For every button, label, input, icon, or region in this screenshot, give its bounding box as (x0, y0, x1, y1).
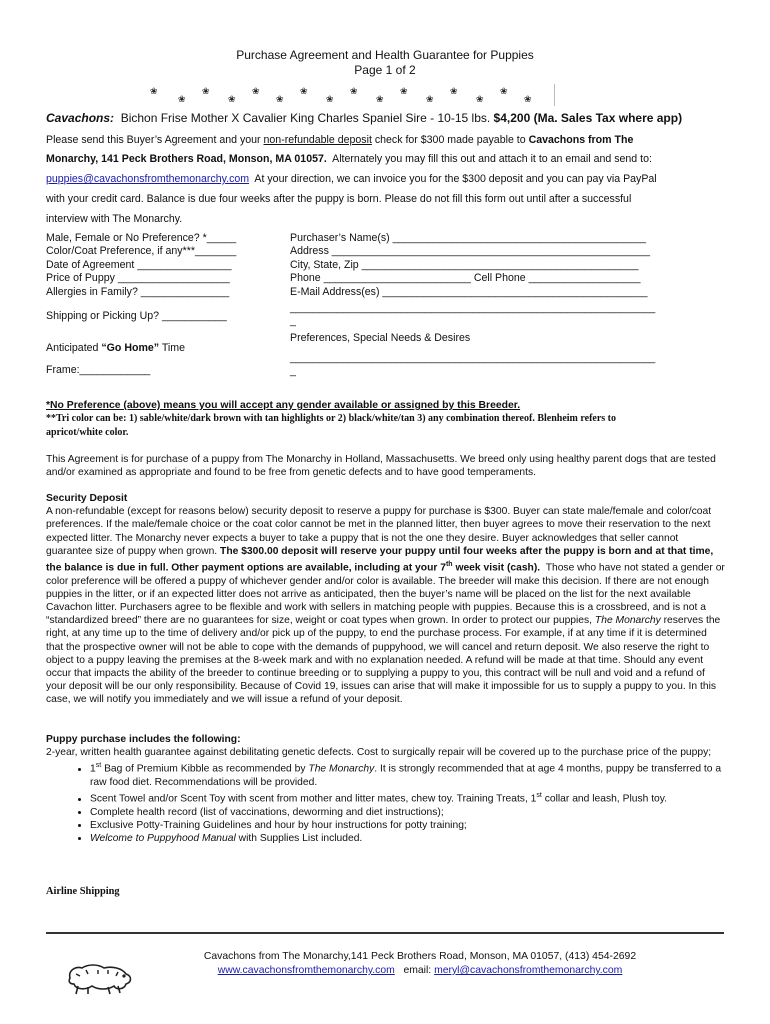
intro-text: Please send this Buyer’s Agreement and your (46, 134, 261, 146)
allergies-field[interactable]: Allergies in Family? _______________ (46, 285, 230, 298)
go-home-label: “Go Home” (101, 342, 160, 354)
time-frame-field[interactable]: Frame:____________ (46, 364, 151, 376)
email-address-field[interactable]: E-Mail Address(es) _____________________________________________ (290, 285, 648, 298)
superscript: th (445, 561, 453, 569)
gender-preference-field[interactable]: Male, Female or No Preference? *_____ (46, 232, 237, 244)
item-text: 1 (90, 763, 96, 775)
footer-divider (46, 932, 724, 934)
superscript: st (95, 762, 102, 770)
includes-heading: Puppy purchase includes the following: (46, 734, 241, 745)
mailing-address: Monarchy, 141 Peck Brothers Road, Monson, MA 01057. (46, 153, 327, 165)
monarchy-italic: The Monarchy (308, 763, 375, 775)
blank-line-1[interactable] (290, 302, 730, 329)
paw-icon: ❀ (376, 94, 384, 104)
security-deposit-section (46, 492, 726, 707)
item-text: collar and leash, Plush toy. (544, 793, 668, 805)
deposit-text: Those who have not stated a gender or color preference will be offered a puppy of whichever gender and/or color is available. The breeder will make this decision. If there are not enough puppies in the litter, or if an expected litter does not arrive as anticipated, then the buyer’s name will be placed on the list for the next available Cavachon litter. Purchasers agree to be flexible and work with sellers in matching people with puppies. Because this is a crossbreed, and is not a “standardized breed” there are no guarantees for size, weight or coat types when grown. In order to protect our puppies, (46, 562, 725, 627)
security-deposit-heading: Security Deposit (46, 493, 128, 504)
nonrefundable-deposit-text: non-refundable deposit (263, 134, 372, 146)
health-guarantee-text: 2-year, written health guarantee against debilitating genetic defects. Cost to surgically repair will be covered up to the purchase price of the puppy; (46, 747, 712, 759)
item-text: Scent Towel and/or Scent Toy with scent from mother and litter mates, chew toy. Training Treats, 1 (90, 793, 537, 805)
brand-label: Cavachons: (46, 111, 115, 125)
form-left-column (46, 232, 236, 299)
blank-rule: ______________________________________________________________ (290, 352, 656, 364)
shipping-field[interactable]: Shipping or Picking Up? ___________ (46, 310, 227, 322)
email-label: email: (403, 965, 432, 976)
address-field[interactable]: Address ______________________________________________________ (290, 245, 650, 258)
page-number: Page 1 of 2 (354, 63, 416, 77)
go-home-field[interactable] (46, 342, 185, 355)
blank-rule: _ (290, 365, 296, 378)
date-of-agreement-field[interactable]: Date of Agreement ________________ (46, 258, 232, 271)
paw-print-divider (140, 84, 560, 108)
paw-icon: ❀ (350, 86, 358, 96)
puppy-includes-section (46, 733, 726, 845)
manual-title: Welcome to Puppyhood Manual (90, 833, 236, 845)
website-link[interactable]: www.cavachonsfromthemonarchy.com (217, 965, 395, 976)
intro-text: check for $300 made payable to (374, 134, 526, 146)
paw-icon: ❀ (426, 94, 434, 104)
list-item (90, 789, 726, 806)
intro-line-1 (46, 133, 633, 147)
color-preference-field[interactable]: Color/Coat Preference, if any***_______ (46, 245, 237, 258)
tri-color-note: **Tri color can be: 1) sable/white/dark brown with tan highlights or 2) black/white/tan 3) any combination thereof. Blenheim refers to (46, 413, 616, 424)
puppy-price: $4,200 (Ma. Sales Tax where app) (493, 111, 683, 125)
blank-rule: _ (290, 315, 296, 328)
paw-icon: ❀ (300, 86, 308, 96)
list-item (90, 832, 726, 845)
intro-line-5: interview with The Monarchy. (46, 213, 183, 225)
phone-field[interactable]: Phone _________________________ Cell Phone ___________________ (290, 272, 641, 285)
airline-shipping-heading: Airline Shipping (46, 886, 120, 897)
paw-divider-edge (554, 84, 556, 106)
deposit-bold-text: The $300.00 deposit will reserve your puppy until four weeks after the puppy is born and at that time, the balance is due in full. Other payment options are available, including at your 7 (46, 545, 714, 574)
paw-icon: ❀ (252, 86, 260, 96)
item-text: Bag of Premium Kibble as recommended by (104, 763, 306, 775)
payee-name: Cavachons from The (528, 134, 634, 146)
intro-line-2 (46, 152, 652, 166)
blank-rule: ______________________________________________________________ (290, 302, 656, 314)
item-text: . It is strongly recommended that at age 4 months, puppy be transferred to a raw food diet. Recommendations will be provided. (90, 763, 722, 789)
footer-address: Cavachons from The Monarchy,141 Peck Brothers Road, Monson, MA 01057, (413) 454-2692 (203, 951, 637, 962)
intro-text: At your direction, we can invoice you for the $300 deposit and you can pay via PayPal (254, 173, 657, 185)
document-title: Purchase Agreement and Health Guarantee for Puppies (236, 48, 534, 62)
deposit-bold-text: week visit (cash). (455, 562, 541, 574)
breed-description: Bichon Frise Mother X Cavalier King Charles Spaniel Sire - 10-15 lbs. (120, 111, 491, 125)
no-preference-note: *No Preference (above) means you will accept any gender available or assigned by this Breeder. (46, 400, 521, 411)
go-home-label: Anticipated (46, 342, 99, 354)
list-item: • Complete health record (list of vaccinations, deworming and diet instructions); (90, 806, 726, 819)
paw-icon: ❀ (202, 86, 210, 96)
intro-line-3 (46, 172, 657, 186)
paw-icon: ❀ (500, 86, 508, 96)
paw-icon: ❀ (524, 94, 532, 104)
paw-icon: ❀ (228, 94, 236, 104)
breed-line (46, 110, 682, 126)
city-state-zip-field[interactable]: City, State, Zip _______________________________________________ (290, 258, 639, 271)
paw-icon: ❀ (178, 94, 186, 104)
list-item: • Exclusive Potty-Training Guidelines and hour by hour instructions for potty training; (90, 819, 726, 832)
email-link[interactable]: meryl@cavachonsfromthemonarchy.com (434, 965, 623, 976)
footer-contact (100, 964, 740, 978)
superscript: st (536, 792, 542, 800)
security-deposit-text (46, 505, 726, 706)
purchaser-name-field[interactable]: Purchaser’s Name(s) ___________________________________________ (290, 232, 646, 244)
intro-line-4: with your credit card. Balance is due four weeks after the puppy is born. Please do not fill this form out until after a successful (46, 193, 632, 205)
deposit-text: A non-refundable (except for reasons below) security deposit to reserve a puppy for purchase is $300. Buyer can state male/female and color/coat preferences. If the male/female choice or the coat color cannot be met in the planned litter, then buyer agrees to move their reservation to the next expected litter. The Monarchy never expects a buyer to take a puppy that is not the one they desire. Buyer acknowledges that seller cannot guarantee size of puppy when grown. (46, 506, 712, 557)
paw-icon: ❀ (450, 86, 458, 96)
item-text: with Supplies List included. (238, 833, 363, 845)
deposit-text: reserves the right, at any time up to the time of delivery and/or pick up of the puppy, to end the purchase process. For example, if at any time if it is determined that the prospective owner will not be able to cope with the demands of puppyhood, we will cancel and return deposit. We also reserve the right to object to a puppy leaving the premises at the 8-week mark and with no explanation needed. A refund will be made at that time. Should any event occur that impacts the ability of the breeder to continue breeding or to supplying a puppy to you, this contract will be null and void and a refund of your deposit will be our only responsibility. Because of Covid 19, issues can arise that will make it impossible for us to supply a puppy to you. In this case, we will notify you immediately and we will issue a refund of your deposit. (46, 615, 721, 706)
paw-icon: ❀ (400, 86, 408, 96)
puppies-email-link[interactable]: puppies@cavachonsfromthemonarchy.com (46, 173, 250, 185)
go-home-label: Time (161, 342, 185, 354)
preferences-field[interactable] (290, 352, 730, 379)
monarchy-italic: The Monarchy (594, 615, 661, 627)
agreement-paragraph: This Agreement is for purchase of a puppy from The Monarchy in Holland, Massachusetts. We breed only using healthy parent dogs that are tested and/or examined as appropriate and found to be free from genetic defects and to have good temperaments. (46, 454, 716, 479)
paw-icon: ❀ (476, 94, 484, 104)
paw-icon: ❀ (326, 94, 334, 104)
paw-icon: ❀ (150, 86, 158, 96)
list-item (90, 759, 726, 789)
includes-list (46, 759, 726, 845)
price-of-puppy-field[interactable]: Price of Puppy ___________________ (46, 272, 230, 285)
paw-icon: ❀ (276, 94, 284, 104)
intro-text: Alternately you may fill this out and attach it to an email and send to: (332, 153, 652, 165)
preferences-label: Preferences, Special Needs & Desires (290, 332, 471, 344)
form-right-column (290, 232, 730, 299)
tri-color-note-cont: apricot/white color. (46, 427, 129, 438)
